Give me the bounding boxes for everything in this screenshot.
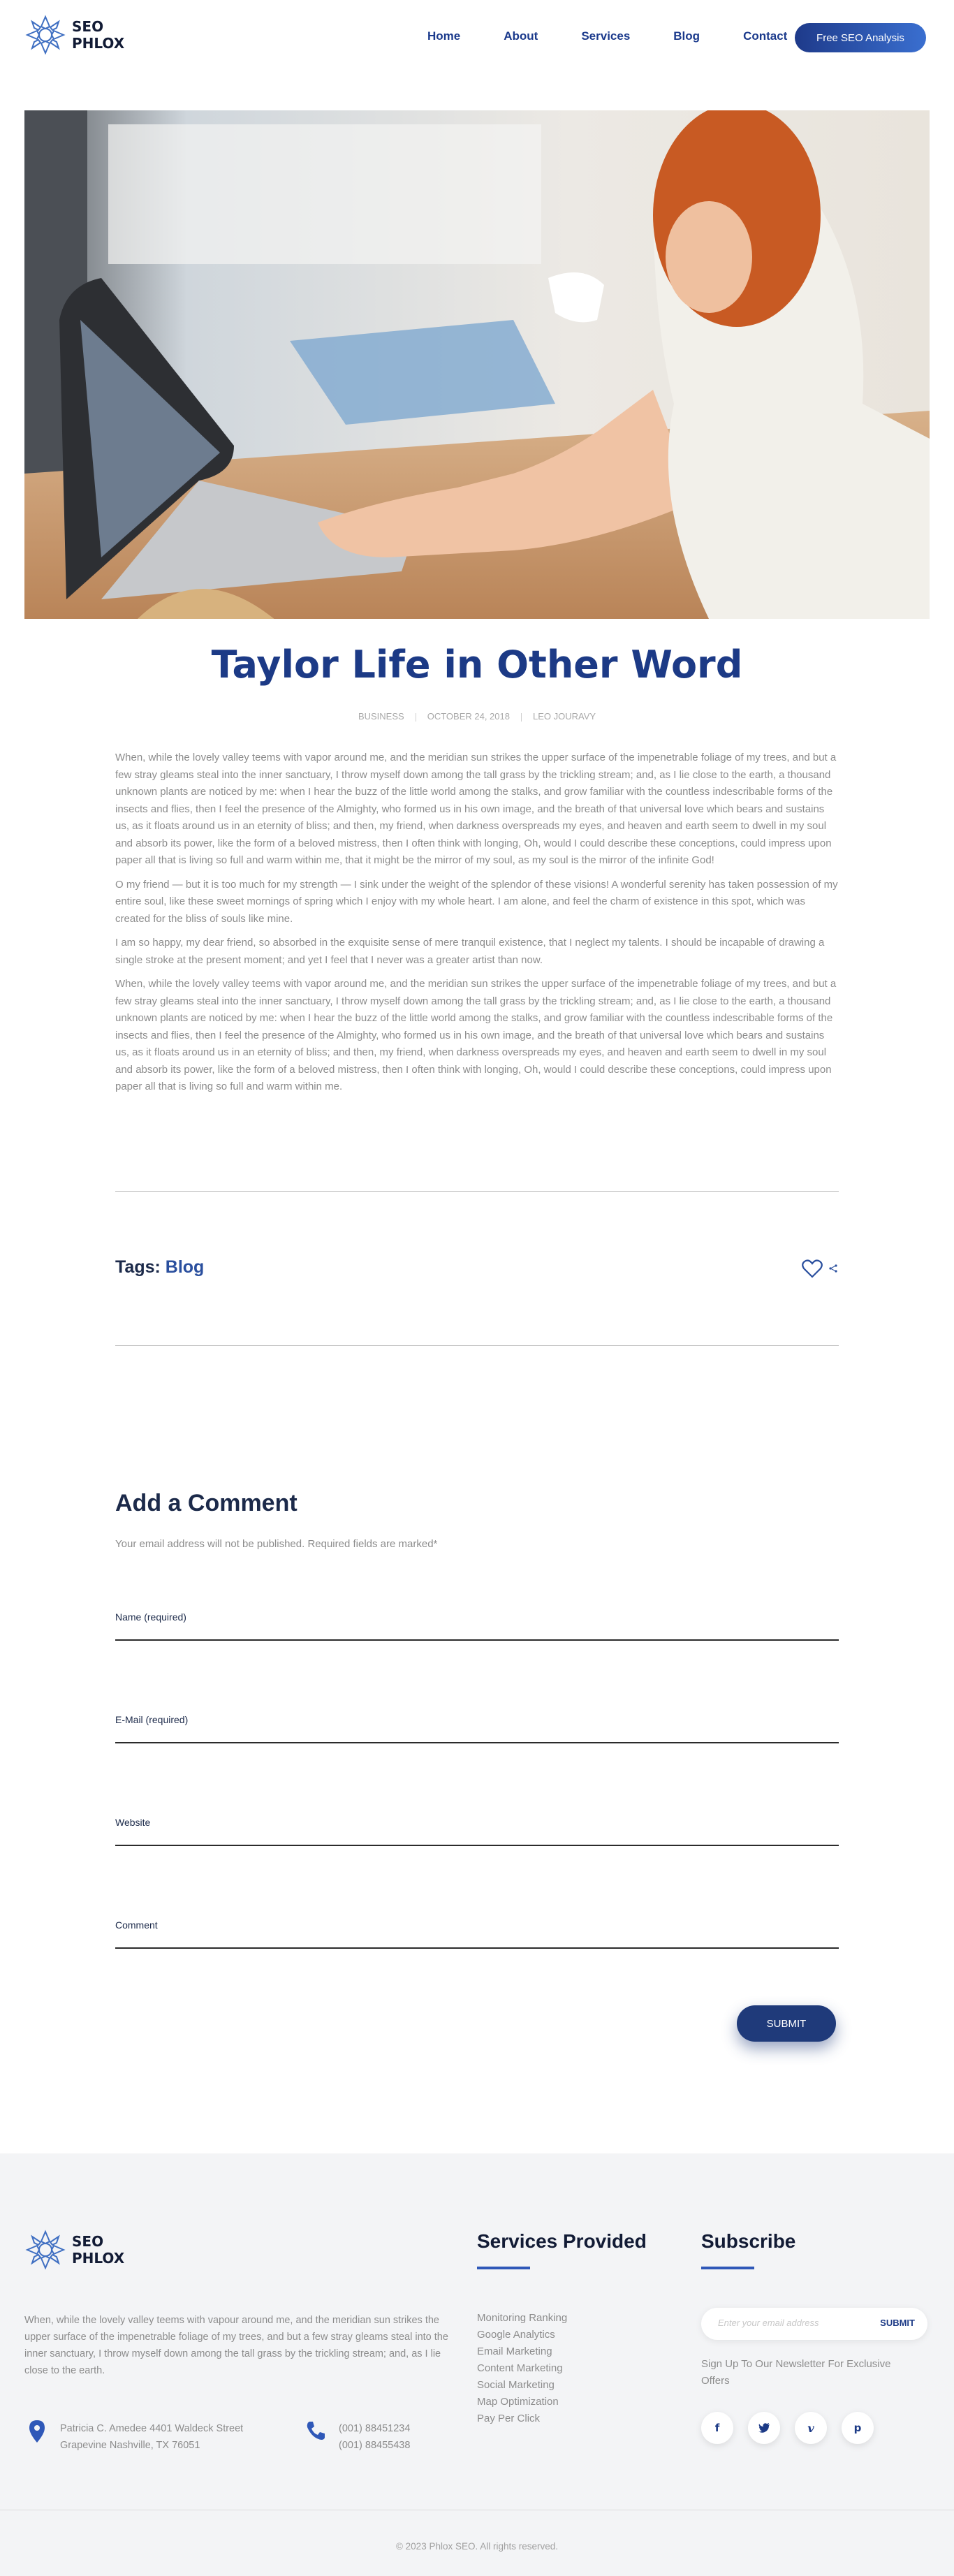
tags-label: Tags: <box>115 1257 161 1277</box>
site-footer <box>0 2153 954 2576</box>
email-field-label: E-Mail (required) <box>115 1714 189 1725</box>
footer-logo-line-2: PHLOX <box>72 2250 125 2267</box>
post-meta <box>0 711 954 722</box>
footer-about-text: When, while the lovely valley teems with vapour around me, and the meridian sun strikes the upper surface of the impenetrable foliage of my trees, and but a few stray gleams steal into the inner sanctuary, I throw myself down among the tall grass by the trickling stream; and, as I lie close to the earth. <box>24 2315 448 2376</box>
divider <box>115 1345 839 1346</box>
post-actions <box>802 1259 838 1278</box>
comment-form-title: Add a Comment <box>115 1490 298 1516</box>
post-paragraph: O my friend — but it is too much for my strength — I sink under the weight of the splendor of these visions! A wonderful serenity has taken possession of my entire soul, like these sweet mornings of spring which I enjoy with my whole heart. I am alone, and feel the charm of existence in this spot, which was created for the bliss of souls like mine. <box>115 878 838 925</box>
name-field[interactable] <box>115 1611 839 1641</box>
comment-submit-button[interactable]: SUBMIT <box>737 2005 836 2042</box>
service-link[interactable]: Social Marketing <box>477 2379 555 2391</box>
phone-number-1[interactable]: (001) 88451234 <box>339 2423 411 2434</box>
location-pin-icon <box>29 2420 45 2443</box>
twitter-icon <box>758 2423 770 2433</box>
service-link[interactable]: Email Marketing <box>477 2346 552 2357</box>
comment-field-label: Comment <box>115 1919 158 1931</box>
pinterest-icon: p <box>853 2422 862 2434</box>
facebook-icon: f <box>714 2422 720 2434</box>
service-link[interactable]: Google Analytics <box>477 2329 555 2341</box>
share-icon[interactable] <box>828 1264 838 1273</box>
subscribe-form <box>701 2308 927 2340</box>
post-date[interactable]: OCTOBER 24, 2018 <box>427 711 510 722</box>
post-paragraph: I am so happy, my dear friend, so absorbed in the exquisite sense of mere tranquil existence, that I neglect my talents. I should be incapable of drawing a single stroke at the present moment; and yet I feel that I never was a greater artist than now. <box>115 937 825 966</box>
subscribe-heading: Subscribe <box>701 2230 796 2252</box>
twitter-link[interactable] <box>748 2412 780 2444</box>
tag-link-blog[interactable]: Blog <box>165 1257 205 1277</box>
post-author[interactable]: LEO JOURAVY <box>532 711 596 722</box>
nav-about[interactable]: About <box>504 29 538 43</box>
email-field[interactable] <box>115 1714 839 1743</box>
nav-contact[interactable]: Contact <box>743 29 788 43</box>
subscribe-submit-button[interactable]: SUBMIT <box>880 2318 915 2328</box>
divider <box>115 1191 839 1192</box>
services-heading: Services Provided <box>477 2230 647 2252</box>
service-link[interactable]: Pay Per Click <box>477 2413 541 2424</box>
service-link[interactable]: Map Optimization <box>477 2396 559 2408</box>
site-header <box>0 0 954 77</box>
website-field-label: Website <box>115 1817 151 1828</box>
footer-phones <box>305 2420 410 2454</box>
logo-mark-icon <box>24 2229 66 2271</box>
post-paragraph: When, while the lovely valley teems with vapor around me, and the meridian sun strikes the upper surface of the impenetrable foliage of my trees, and but a few stray gleams steal into the inner sanctuary, I throw myself down among the tall grass by the trickling stream; and, as I lie close to the earth, a thousand unknown plants are noticed by me: when I hear the buzz of the little world among the stalks, and grow familiar with the countless indescribable forms of the insects and flies, then I feel the presence of the Almighty, who formed us in his own image, and the breath of that universal love which bears and sustains us, as it floats around us in an eternity of bliss; and then, my friend, when darkness overspreads my eyes, and heaven and earth seem to dwell in my soul and absorb its power, like the form of a beloved mistress, then I often think with longing, Oh, would I could describe these conceptions, could impress upon paper all that is living so full and warm within me. <box>115 978 837 1092</box>
post-content <box>115 749 839 1103</box>
post-hero-image <box>24 110 930 619</box>
post-title: Taylor Life in Other Word <box>211 643 743 687</box>
website-field[interactable] <box>115 1817 839 1846</box>
footer-address <box>29 2420 243 2454</box>
service-link[interactable]: Content Marketing <box>477 2362 563 2374</box>
heart-icon[interactable] <box>802 1259 823 1278</box>
services-list <box>477 2310 567 2427</box>
logo-line-1: SEO <box>72 18 104 35</box>
comment-field[interactable] <box>115 1919 839 1949</box>
email-field-underline <box>115 1742 839 1743</box>
free-seo-analysis-button[interactable]: Free SEO Analysis <box>795 23 926 52</box>
post-category[interactable]: BUSINESS <box>358 711 404 722</box>
facebook-link[interactable] <box>701 2412 733 2444</box>
post-tags <box>115 1257 204 1278</box>
site-logo[interactable] <box>24 14 124 56</box>
nav-home[interactable]: Home <box>427 29 461 43</box>
subscribe-heading-underline <box>701 2267 754 2269</box>
subscribe-note: Sign Up To Our Newsletter For Exclusive Offers <box>701 2358 891 2387</box>
phone-number-2[interactable]: (001) 88455438 <box>339 2440 411 2451</box>
website-field-underline <box>115 1845 839 1846</box>
name-field-underline <box>115 1639 839 1641</box>
address-line-2: Grapevine Nashville, TX 76051 <box>60 2440 200 2451</box>
comment-form-note: Your email address will not be published. Required fields are marked* <box>115 1538 438 1550</box>
logo-mark-icon <box>24 14 66 56</box>
footer-logo-line-1: SEO <box>72 2233 104 2250</box>
footer-logo[interactable] <box>24 2229 124 2271</box>
address-line-1: Patricia C. Amedee 4401 Waldeck Street <box>60 2423 244 2434</box>
phone-icon <box>305 2420 326 2441</box>
meta-divider <box>521 713 522 722</box>
subscribe-email-input[interactable]: Enter your email address <box>718 2318 819 2328</box>
hero-photo <box>24 110 930 619</box>
service-link[interactable]: Monitoring Ranking <box>477 2312 568 2324</box>
name-field-label: Name (required) <box>115 1611 186 1623</box>
copyright-text: © 2023 Phlox SEO. All rights reserved. <box>395 2541 559 2552</box>
post-paragraph: When, while the lovely valley teems with vapor around me, and the meridian sun strikes the upper surface of the impenetrable foliage of my trees, and but a few stray gleams steal into the inner sanctuary, I throw myself down among the tall grass by the trickling stream; and, as I lie close to the earth, a thousand unknown plants are noticed by me: when I hear the buzz of the little world among the stalks, and grow familiar with the countless indescribable forms of the insects and flies, then I feel the presence of the Almighty, who formed us in his own image, and the breath of that universal love which bears and sustains us, as it floats around us in an eternity of bliss; and then, my friend, when darkness overspreads my eyes, and heaven and earth seem to dwell in my soul and absorb its power, like the form of a beloved mistress, then I often think with longing, Oh, would I could describe these conceptions, could impress upon paper all that is living so full and warm within me, that it might be the mirror of my soul, as my soul is the mirror of the infinite God! <box>115 752 837 866</box>
main-nav <box>427 29 830 43</box>
vimeo-link[interactable] <box>795 2412 827 2444</box>
logo-line-2: PHLOX <box>72 35 125 52</box>
services-heading-underline <box>477 2267 530 2269</box>
pinterest-link[interactable] <box>842 2412 874 2444</box>
comment-field-underline <box>115 1947 839 1949</box>
nav-services[interactable]: Services <box>581 29 631 43</box>
vimeo-icon: v <box>807 2421 814 2435</box>
nav-blog[interactable]: Blog <box>673 29 700 43</box>
